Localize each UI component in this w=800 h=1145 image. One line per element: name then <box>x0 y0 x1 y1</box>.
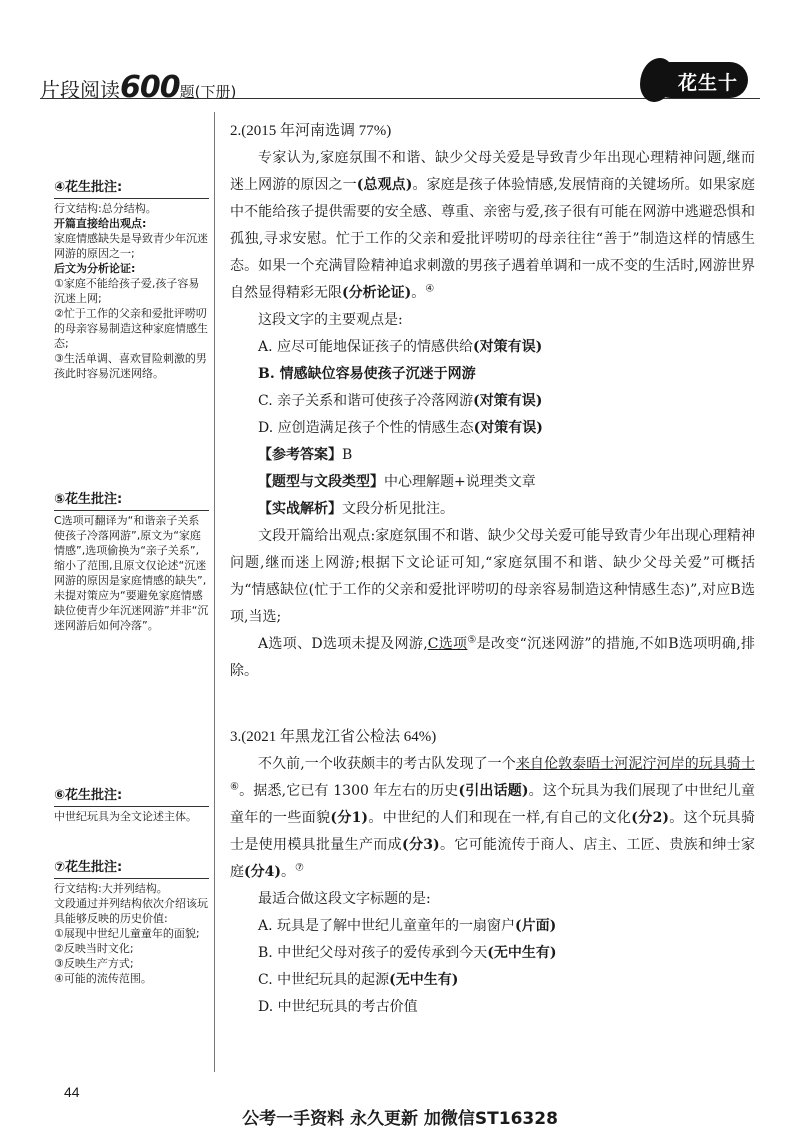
note-line: 行文结构:大并列结构。 <box>54 882 168 895</box>
footer-watermark: 公考一手资料 永久更新 加微信ST16328 <box>242 1109 558 1129</box>
option-text: A. 玩具是了解中世纪儿童童年的一扇窗户 <box>258 918 516 934</box>
option-a <box>230 913 755 940</box>
annotation-tag: (分1) <box>330 810 369 826</box>
passage-text: 。 <box>411 285 426 301</box>
option-b <box>230 361 755 388</box>
column-divider <box>214 112 215 1072</box>
option-tag: (对策有误) <box>473 393 543 409</box>
passage-text: 。它可能流传于商人、店主、工匠、贵族和绅士家庭 <box>230 837 755 880</box>
sidebar-note-7 <box>54 858 209 986</box>
question-passage <box>230 751 755 886</box>
passage-text: 。家庭是孩子体验情感,发展情商的关键场所。如果家庭中不能给孩子提供需要的安全感、尊重、亲密与爱,孩子很有可能在网游中逃避恐惧和孤独,寻求安慰。忙于工作的父亲和爱批评唠叨的母亲往往“善于”制造这样的情感生态。如果一个充满冒险精神追求刺激的男孩子遇着单调和一成不变的生活时,网游世界自然显得精彩无限 <box>230 177 756 301</box>
underlined-text: C选项 <box>427 636 468 652</box>
question-stem: 最适合做这段文字标题的是: <box>258 891 431 907</box>
explanation-paragraph <box>230 631 755 685</box>
passage-text: 。据悉,它已有 1300 年左右的历史 <box>239 783 459 799</box>
title-number: 600 <box>120 70 180 105</box>
question-2 <box>230 118 755 685</box>
footnote-marker: ⑤ <box>467 634 477 646</box>
type-value: 中心理解题+说理类文章 <box>384 474 536 490</box>
title-mark: 题 <box>179 83 195 101</box>
type-label: 【题型与文段类型】 <box>258 474 384 490</box>
option-b <box>230 940 755 967</box>
note-title: ⑥花生批注: <box>54 786 209 807</box>
book-title <box>40 70 236 105</box>
option-text: A. 应尽可能地保证孩子的情感供给 <box>258 339 474 355</box>
sidebar-note-4 <box>54 178 209 381</box>
note-line: 家庭情感缺失是导致青少年沉迷网游的原因之一; <box>54 232 208 260</box>
note-text: C选项可翻译为“和谐亲子关系使孩子冷落网游”,原文为“家庭情感”,选项偷换为“亲子关系”,缩小了范围,且原文仅论述“沉迷网游的原因是家庭情感的缺失”,未提对策应为“要避免家庭情感缺位使青少年沉迷网游”并非“沉迷网游后如何冷落”。 <box>54 514 209 632</box>
footnote-marker: ⑦ <box>295 862 304 874</box>
question-heading: 2.(2015 年河南选调 77%) <box>230 123 392 139</box>
option-d <box>230 994 755 1021</box>
passage-text: 不久前,一个收获颇丰的考古队发现了一个 <box>258 756 516 772</box>
annotation-tag: (分析论证) <box>342 285 412 301</box>
option-a <box>230 334 755 361</box>
option-c <box>230 388 755 415</box>
annotation-tag: (总观点) <box>356 177 413 193</box>
question-stem: 这段文字的主要观点是: <box>258 312 403 328</box>
option-c <box>230 967 755 994</box>
answer-line <box>230 442 755 469</box>
annotation-tag: (引出话题) <box>458 783 529 799</box>
option-text: C. 亲子关系和谐可使孩子冷落网游 <box>258 393 474 409</box>
option-text: B. 情感缺位容易使孩子沉迷于网游 <box>258 366 476 382</box>
note-title: ④花生批注: <box>54 178 209 199</box>
question-3 <box>230 724 755 1021</box>
note-line: ③生活单调、喜欢冒险刺激的男孩此时容易沉迷网络。 <box>54 352 207 380</box>
note-text: 中世纪玩具为全文论述主体。 <box>54 810 197 823</box>
analysis-label: 【实战解析】 <box>258 501 342 517</box>
annotation-tag: (分4) <box>244 864 281 880</box>
note-line: ①展现中世纪儿童童年的面貌; <box>54 927 200 940</box>
option-tag: (对策有误) <box>473 339 543 355</box>
underlined-text: 来自伦敦泰晤士河泥泞河岸的玩具骑士 <box>515 756 756 772</box>
analysis-line <box>230 496 755 523</box>
note-line: ③反映生产方式; <box>54 957 134 970</box>
sidebar-note-5 <box>54 490 209 633</box>
question-passage <box>230 145 755 307</box>
passage-text: 专家认为,家庭氛围不和谐、缺少父母关爱是导致青少年出现心理精神问题,继而迷上网游的原因之一 <box>230 150 755 193</box>
option-d <box>230 415 755 442</box>
note-title: ⑤花生批注: <box>54 490 209 511</box>
option-text: D. 应创造满足孩子个性的情感生态 <box>258 420 474 436</box>
explanation-paragraph: 文段开篇给出观点:家庭氛围不和谐、缺少父母关爱可能导致青少年出现心理精神问题,继而迷上网游;根据下文论证可知,“家庭氛围不和谐、缺少父母关爱”可概括为“情感缺位(忙于工作的父亲和爱批评唠叨的母亲容易制造这种情感生态)”,对应B选项,当选; <box>230 528 755 625</box>
option-text: D. 中世纪玩具的考古价值 <box>258 999 418 1015</box>
title-prefix: 片段阅读 <box>40 78 120 102</box>
option-tag: (对策有误) <box>473 420 543 436</box>
annotation-tag: (分3) <box>402 837 440 853</box>
note-line: 后文为分析论证: <box>54 262 136 275</box>
option-text: B. 中世纪父母对孩子的爱传承到今天 <box>258 945 488 961</box>
explanation-text: 是改变“沉迷网游”的措施,不如B选项明确,排除。 <box>230 636 755 679</box>
sidebar-note-6 <box>54 786 209 824</box>
passage-text: 。 <box>281 864 295 880</box>
note-line: ②反映当时文化; <box>54 942 134 955</box>
title-suffix: (下册) <box>194 83 237 101</box>
option-tag: (无中生有) <box>389 972 459 988</box>
note-line: 文段通过并列结构依次介绍该玩具能够反映的历史价值: <box>54 897 208 925</box>
note-line: ②忙于工作的父亲和爱批评唠叨的母亲容易制造这种家庭情感生态; <box>54 307 208 350</box>
option-text: C. 中世纪玩具的起源 <box>258 972 390 988</box>
option-tag: (无中生有) <box>487 945 557 961</box>
passage-text: 。中世纪的人们和现在一样,有自己的文化 <box>368 810 632 826</box>
answer-label: 【参考答案】 <box>258 447 342 463</box>
logo-text: 花生十三 <box>678 72 739 121</box>
brand-logo <box>640 58 750 121</box>
note-line: ①家庭不能给孩子爱,孩子容易沉迷上网; <box>54 277 200 305</box>
option-tag: (片面) <box>515 918 557 934</box>
footnote-marker: ⑥ <box>230 781 240 793</box>
page-number: 44 <box>64 1084 80 1100</box>
passage-text: 。这个玩具为我们展现了中世纪儿童童年的一些面貌 <box>230 783 756 826</box>
note-title: ⑦花生批注: <box>54 858 209 879</box>
annotation-tag: (分2) <box>631 810 669 826</box>
explanation-text: A选项、D选项未提及网游, <box>258 636 428 652</box>
footnote-marker: ④ <box>425 283 435 295</box>
note-line: 开篇直接给出观点: <box>54 217 147 230</box>
note-line: 行文结构:总分结构。 <box>54 202 157 215</box>
answer-value: B <box>342 447 353 463</box>
type-line <box>230 469 755 496</box>
question-heading: 3.(2021 年黑龙江省公检法 64%) <box>230 729 437 745</box>
analysis-value: 文段分析见批注。 <box>342 501 454 517</box>
passage-text: 。这个玩具骑士是使用模具批量生产而成 <box>230 810 755 853</box>
note-line: ④可能的流传范围。 <box>54 972 152 985</box>
